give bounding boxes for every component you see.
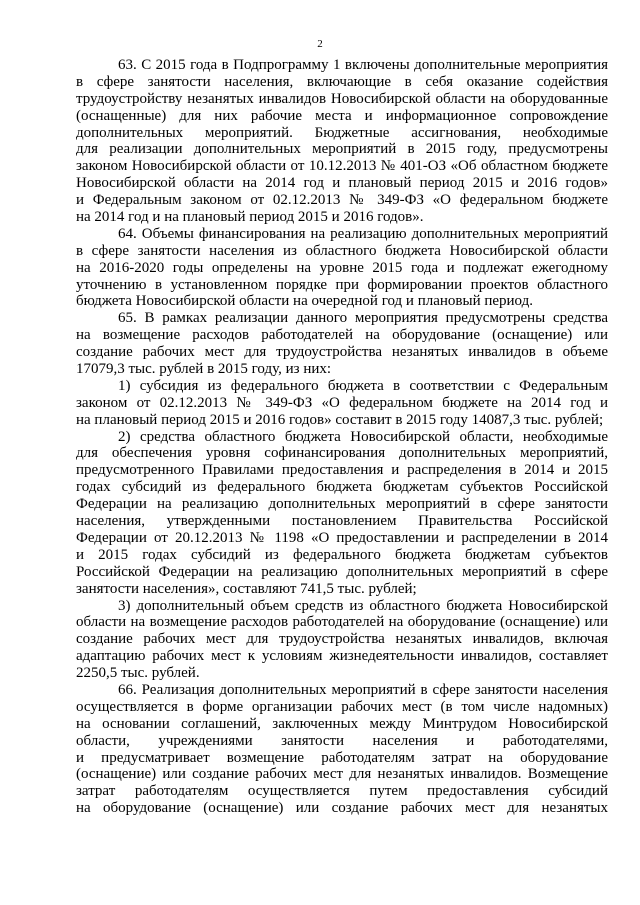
text-line: 64. Объемы финансирования на реализацию дополнительных мероприятий [118, 225, 608, 242]
text-line: Новосибирской области на 2014 год и плановый период 2015 и 2016 годов» [76, 175, 608, 192]
text-line: занятости населения», составляют 741,5 тыс. рублей; [76, 580, 417, 597]
text-line: на 2016-2020 годы определены на уровне 2015 года и подлежат ежегодному [76, 259, 608, 276]
text-line: Федерации от 20.12.2013 № 1198 «О предоставлении и распределении в 2014 [76, 529, 608, 546]
text-line: 3) дополнительный объем средств из областного бюджета Новосибирской [118, 597, 608, 614]
text-line: в сфере занятости населения из областного бюджета Новосибирской области [76, 242, 608, 259]
para-65-item-2 [76, 429, 608, 598]
text-line: для реализации дополнительных мероприятий в 2015 году, предусмотрены [76, 141, 608, 158]
text-line: 17079,3 тыс. рублей в 2015 году, из них: [76, 361, 332, 378]
para-65-item-3 [76, 598, 608, 682]
text-line: Федерации на реализацию дополнительных мероприятий в сфере занятости [76, 496, 608, 513]
text-line: и предусматривает возмещение работодателям затрат на оборудование [76, 749, 608, 766]
text-line: на возмещение расходов работодателей на оборудование (оснащение) или [76, 327, 608, 344]
text-line: законом Новосибирской области от 10.12.2013 № 401-ОЗ «Об областном бюджете [76, 158, 608, 175]
text-line: на основании соглашений, заключенных между Минтрудом Новосибирской [76, 715, 608, 732]
para-63 [76, 57, 608, 226]
document-body [76, 57, 608, 817]
text-line: 1) субсидия из федерального бюджета в соответствии с Федеральным [118, 377, 608, 394]
text-line: для обеспечения уровня софинансирования дополнительных мероприятий, [76, 445, 608, 462]
text-line: в сфере занятости населения, включающие в себя оказание содействия [76, 73, 608, 90]
page-number: 2 [317, 38, 323, 50]
text-line: создание рабочих мест для трудоустройства незанятых инвалидов в объеме [76, 344, 608, 361]
text-line: уточнению в установленном порядке при формировании проектов областного [76, 276, 608, 293]
text-line: и 2015 годах субсидий из федерального бюджета бюджетам субъектов [76, 546, 608, 563]
para-65-item-1 [76, 378, 608, 429]
text-line: области на возмещение расходов работодателей на оборудование (оснащение) или [76, 614, 608, 631]
text-line: 2250,5 тыс. рублей. [76, 665, 200, 682]
text-line: создание рабочих мест для трудоустройства незанятых инвалидов, включая [76, 631, 608, 648]
text-line: 65. В рамках реализации данного мероприятия предусмотрены средства [118, 310, 608, 327]
text-line: адаптацию рабочих мест к условиям жизнедеятельности инвалидов, составляет [76, 648, 608, 665]
text-line: Российской Федерации на реализацию дополнительных мероприятий в сфере [76, 563, 608, 580]
text-line: населения, утвержденными постановлением Правительства Российской [76, 513, 608, 530]
text-line: осуществляется в форме организации рабочих мест (в том числе надомных) [76, 698, 608, 715]
text-line: 66. Реализация дополнительных мероприятий в сфере занятости населения [118, 681, 608, 698]
text-line: на 2014 год и на плановый период 2015 и 2016 годов». [76, 209, 424, 226]
text-line: годах субсидий из федерального бюджета бюджетам субъектов Российской [76, 479, 608, 496]
text-line: предусмотренного Правилами предоставления и распределения в 2014 и 2015 [76, 462, 608, 479]
text-line: 2) средства областного бюджета Новосибирской области, необходимые [118, 428, 608, 445]
para-66 [76, 682, 608, 817]
text-line: законом от 02.12.2013 № 349-ФЗ «О федеральном бюджете на 2014 год и [76, 394, 608, 411]
text-line: на оборудование (оснащение) или создание рабочих мест для незанятых [76, 800, 608, 817]
text-line: (оснащение) или создание рабочих мест для незанятых инвалидов. Возмещение [76, 766, 608, 783]
para-64 [76, 226, 608, 310]
text-line: 63. С 2015 года в Подпрограмму 1 включены дополнительные мероприятия [118, 57, 608, 73]
text-line: на плановый период 2015 и 2016 годов» составит в 2015 году 14087,3 тыс. рублей; [76, 411, 604, 428]
text-line: области, учреждениями занятости населения и работодателями, [76, 732, 608, 749]
text-line: (оснащенные) для них рабочие места и информационное сопровождение [76, 107, 608, 124]
text-line: и Федеральным законом от 02.12.2013 № 349-ФЗ «О федеральном бюджете [76, 192, 608, 209]
text-line: затрат работодателям осуществляется путем предоставления субсидий [76, 783, 608, 800]
para-65 [76, 310, 608, 378]
text-line: дополнительных мероприятий. Бюджетные ассигнования, необходимые [76, 124, 608, 141]
text-line: трудоустройству незанятых инвалидов Новосибирской области на оборудованные [76, 90, 608, 107]
text-line: бюджета Новосибирской области на очередной год и плановый период. [76, 293, 534, 310]
